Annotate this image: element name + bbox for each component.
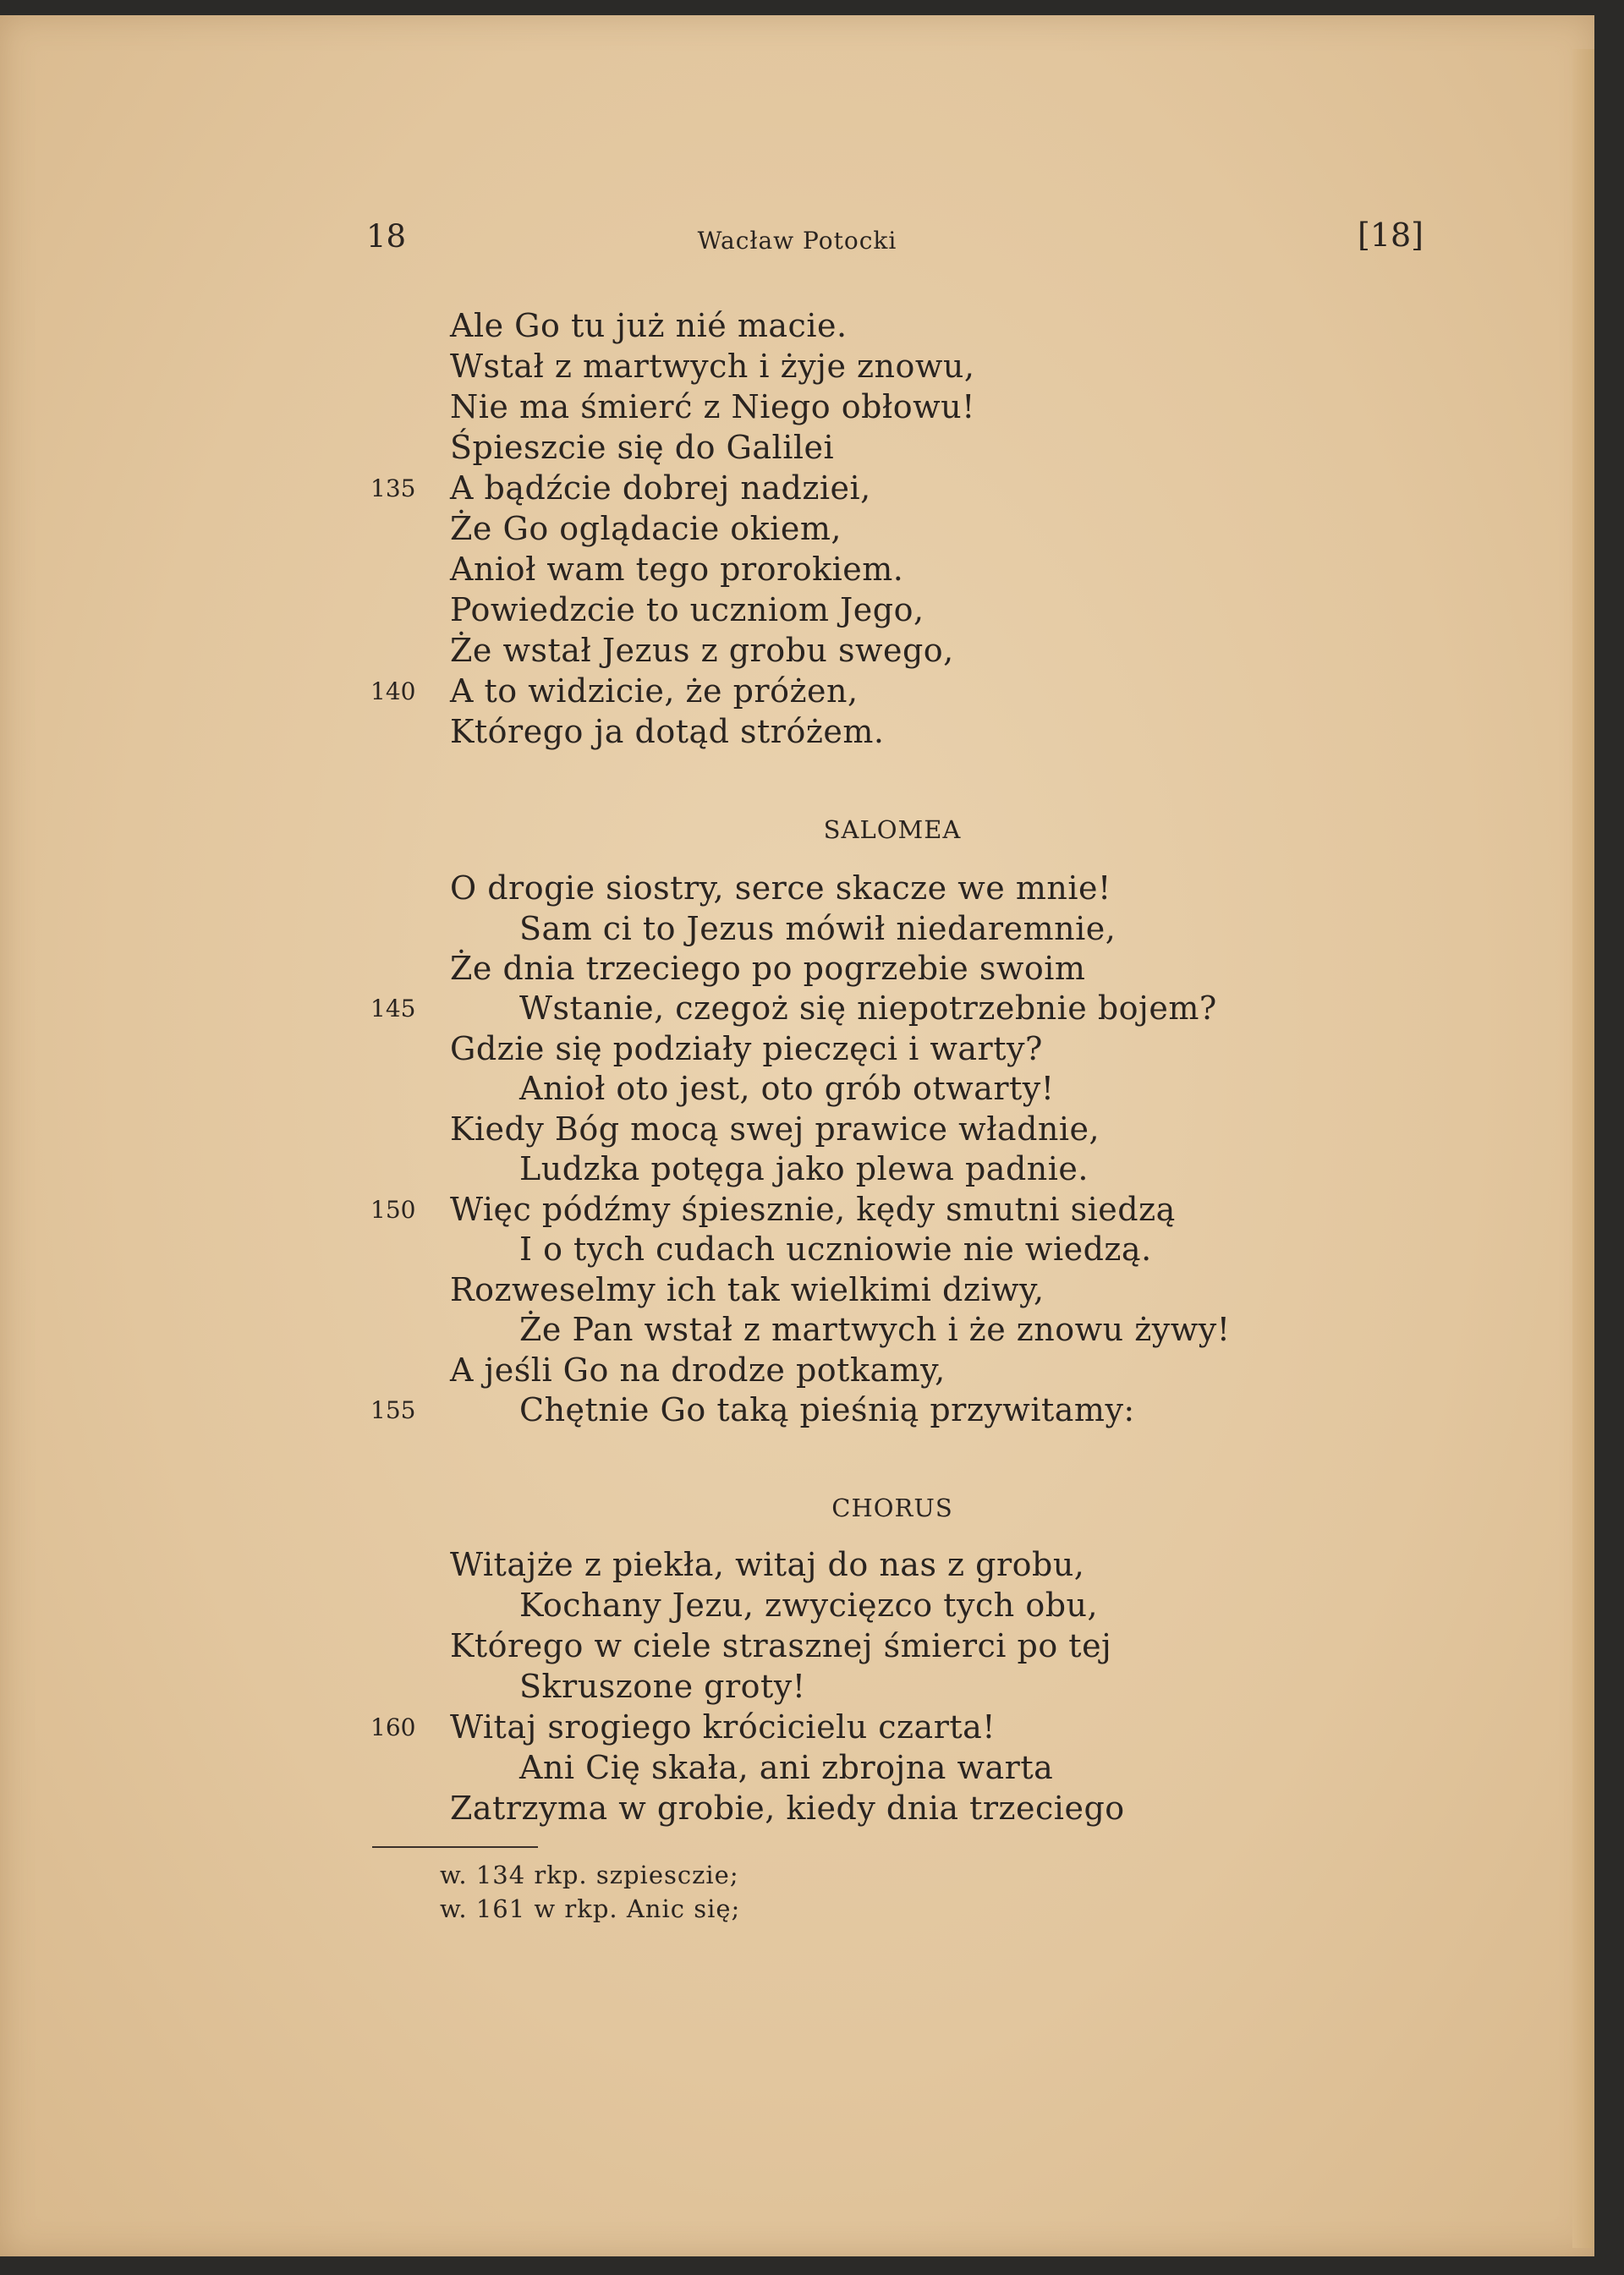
verse-line: Więc pódźmy śpiesznie, kędy smutni siedzą [450, 1191, 1176, 1228]
verse-line: Rozweselmy ich tak wielkimi dziwy, [450, 1271, 1045, 1308]
verse-line: Że Go oglądacie okiem, [450, 510, 842, 547]
footnote-rule [372, 1846, 538, 1848]
verse-line: O drogie siostry, serce skacze we mnie! [450, 869, 1111, 907]
verse-line: Którego ja dotąd stróżem. [450, 713, 885, 750]
verse-line: Że wstał Jezus z grobu swego, [450, 632, 954, 669]
footnote: w. 161 w rkp. Anic się; [440, 1894, 741, 1923]
verse-line: Śpieszcie się do Galilei [450, 429, 835, 466]
verse-line: Witajże z piekła, witaj do nas z grobu, [450, 1546, 1085, 1583]
verse-line: Powiedzcie to uczniom Jego, [450, 591, 924, 628]
verse-line: Kiedy Bóg mocą swej prawice władnie, [450, 1110, 1100, 1148]
verse-line: Którego w ciele strasznej śmierci po tej [450, 1627, 1112, 1664]
verse-line: Kochany Jezu, zwycięzco tych obu, [519, 1587, 1099, 1624]
verse-line: A bądźcie dobrej nadziei, [450, 469, 871, 507]
verse-line: Anioł wam tego prorokiem. [450, 551, 904, 588]
line-number: 150 [370, 1196, 416, 1224]
verse-line: A to widzicie, że próżen, [450, 672, 859, 710]
verse-line: Że Pan wstał z martwych i że znowu żywy! [519, 1311, 1231, 1348]
line-number: 155 [370, 1396, 416, 1424]
verse-line: I o tych cudach uczniowie nie wiedzą. [519, 1231, 1152, 1268]
page-content [0, 15, 1594, 2256]
verse-line: Gdzie się podziały pieczęci i warty? [450, 1030, 1043, 1067]
speaker-heading: SALOMEA [823, 815, 962, 844]
line-number: 140 [370, 677, 416, 705]
verse-line: Skruszone groty! [519, 1668, 806, 1705]
footnote: w. 134 rkp. szpiesczie; [440, 1861, 739, 1889]
line-number: 160 [370, 1713, 416, 1741]
verse-line: Sam ci to Jezus mówił niedaremnie, [519, 910, 1116, 947]
verse-line: Chętnie Go taką pieśnią przywitamy: [519, 1391, 1135, 1428]
verse-line: Anioł oto jest, oto grób otwarty! [519, 1070, 1055, 1107]
verse-line: Witaj srogiego krócicielu czarta! [450, 1708, 996, 1746]
verse-line: Zatrzyma w grobie, kiedy dnia trzeciego [450, 1790, 1125, 1827]
line-number: 135 [370, 474, 416, 502]
verse-line: Ani Cię skała, ani zbrojna warta [519, 1749, 1054, 1786]
speaker-heading: CHORUS [831, 1494, 953, 1522]
verse-line: Ale Go tu już nié macie. [450, 307, 848, 344]
running-header-author: Wacław Potocki [697, 227, 897, 255]
bracket-page-number: [18] [1358, 217, 1424, 254]
verse-line: Nie ma śmierć z Niego obłowu! [450, 388, 975, 425]
verse-line: A jeśli Go na drodze potkamy, [450, 1351, 946, 1389]
verse-line: Wstał z martwych i żyje znowu, [450, 348, 975, 385]
verse-line: Że dnia trzeciego po pogrzebie swoim [450, 950, 1086, 987]
verse-line: Ludzka potęga jako plewa padnie. [519, 1150, 1089, 1187]
page-sheet [0, 15, 1594, 2256]
verse-line: Wstanie, czegoż się niepotrzebnie bojem? [519, 989, 1217, 1027]
page-number: 18 [366, 218, 407, 255]
line-number: 145 [370, 995, 416, 1022]
